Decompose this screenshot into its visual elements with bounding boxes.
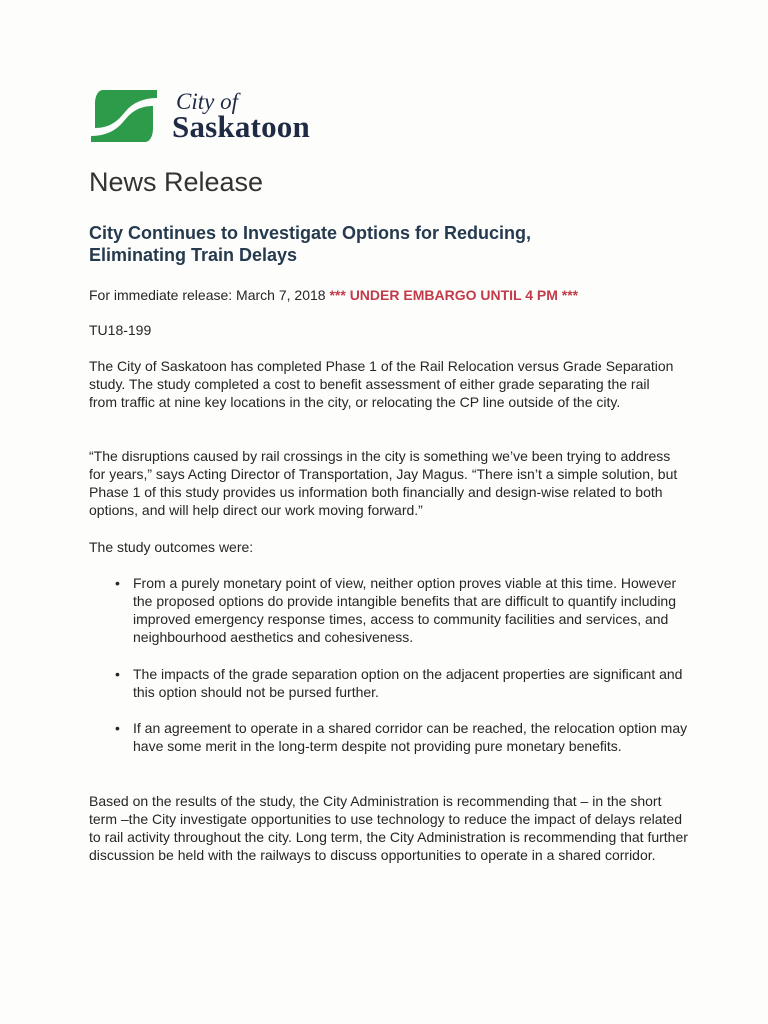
paragraph-intro: The City of Saskatoon has completed Phase 1 of the Rail Relocation versus Grade Separation study. The study completed a cost to benefit assessment of either grade separating the rail from traffic at nine key locations in the city, or relocating the CP line outside of the city. bbox=[89, 358, 674, 410]
logo-wordmark bbox=[172, 90, 310, 142]
reference-number: TU18-199 bbox=[89, 322, 152, 338]
list-item-text: From a purely monetary point of view, neither option proves viable at this time. However the proposed options do provide intangible benefits that are difficult to quantify including improved emergency response times, access to community facilities and services, and neighbourhood aesthetics and cohesiveness. bbox=[133, 575, 677, 645]
bullet-icon: • bbox=[115, 720, 120, 736]
document-type-title: News Release bbox=[89, 167, 264, 197]
bullet-icon: • bbox=[115, 575, 120, 591]
release-line bbox=[89, 286, 679, 304]
list-item bbox=[111, 719, 693, 755]
headline-line-1: City Continues to Investigate Options for Reducing, bbox=[89, 223, 532, 243]
list-item-text: The impacts of the grade separation option on the adjacent properties are significant and this option should not be pursed further. bbox=[133, 666, 683, 700]
saskatoon-logo-mark-icon bbox=[89, 88, 159, 144]
paragraph-recommendation: Based on the results of the study, the City Administration is recommending that – in the short term –the City investigate opportunities to use technology to reduce the impact of delays related to rail activity throughout the city. Long term, the City Administration is recommending that further discussion be held with the railways to discuss opportunities to operate in a shared corridor. bbox=[89, 793, 688, 863]
headline-line-2: Eliminating Train Delays bbox=[89, 245, 298, 265]
logo-city-name: Saskatoon bbox=[172, 109, 310, 144]
paragraph-quote: “The disruptions caused by rail crossings in the city is something we’ve been trying to address for years,” says Acting Director of Transportation, Jay Magus. “There isn’t a simple solution, but Phase 1 of this study provides us information both financially and design-wise related to both options, and will help direct our work moving forward.” bbox=[89, 448, 678, 518]
logo-city-of: City of bbox=[176, 89, 238, 114]
city-logo bbox=[89, 88, 310, 144]
embargo-notice: *** UNDER EMBARGO UNTIL 4 PM *** bbox=[329, 287, 579, 303]
paragraph-outcomes-intro: The study outcomes were: bbox=[89, 539, 254, 555]
bullet-icon: • bbox=[115, 666, 120, 682]
list-item bbox=[111, 574, 693, 646]
headline bbox=[89, 222, 689, 266]
list-item bbox=[111, 665, 693, 701]
list-item-text: If an agreement to operate in a shared corridor can be reached, the relocation option may have some merit in the long-term despite not providing pure monetary benefits. bbox=[133, 720, 688, 754]
release-date: For immediate release: March 7, 2018 bbox=[89, 287, 330, 303]
